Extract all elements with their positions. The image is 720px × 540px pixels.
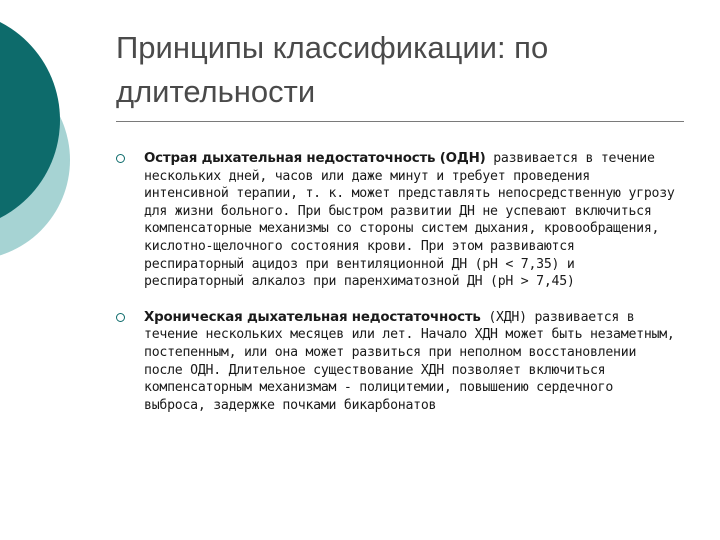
decorative-circles — [0, 0, 80, 290]
bullet-list — [116, 150, 676, 432]
list-item-chronic — [116, 309, 676, 415]
list-item-acute — [116, 150, 676, 291]
list-item-body: (ХДН) развивается в течение нескольких месяцев или лет. Начало ХДН может быть незаметным, постепенным, или она может развиться при неполном восстановлении после ОДН. Длительное существование ХДН позволяет включиться компенсаторным механизмам - полицитемии, повышению сердечного выброса, задержке почками бикарбонатов — [144, 309, 675, 413]
slide-title: Принципы классификации: по длительности — [116, 30, 549, 109]
list-item-text — [144, 309, 676, 415]
circle-bullet-icon — [116, 154, 125, 163]
list-item-body: развивается в течение нескольких дней, часов или даже минут и требует проведения интенсивной терапии, т. к. может представлять непосредственную угрозу для жизни больного. При быстром развитии ДН не успевают включиться компенсаторные механизмы со стороны систем дыхания, кровообращения, кислотно-щелочного состояния крови. При этом развиваются респираторный ацидоз при вентиляционной ДН (рН < 7,35) и респираторный алкалоз при паренхиматозной ДН (рН > 7,45) — [144, 151, 675, 290]
list-item-term: Острая дыхательная недостаточность (ОДН) — [144, 151, 486, 166]
circle-bullet-icon — [116, 313, 125, 322]
title-divider — [116, 121, 684, 122]
list-item-text — [144, 150, 676, 291]
list-item-term: Хроническая дыхательная недостаточность — [144, 309, 481, 325]
